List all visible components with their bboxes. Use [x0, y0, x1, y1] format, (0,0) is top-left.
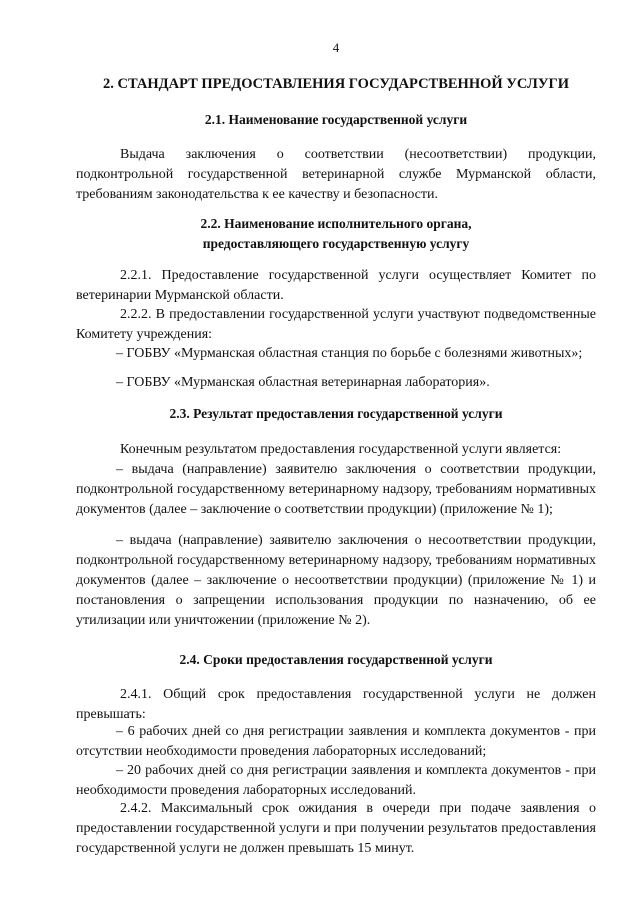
subsection-heading-2-2-line1: 2.2. Наименование исполнительного органа, — [200, 216, 472, 231]
paragraph-2-2-2: 2.2.2. В предоставлении государственной услуги участвуют подведомственные Комитету учреждения: — [76, 307, 596, 342]
list-item-6-days: – 6 рабочих дней со дня регистрации заявления и комплекта документов - при отсутствии необходимости проведения лабораторных исследований; — [76, 724, 596, 759]
paragraph-2-4-1: 2.4.1. Общий срок предоставления государственной услуги не должен превышать: — [76, 687, 596, 722]
section-title: 2. СТАНДАРТ ПРЕДОСТАВЛЕНИЯ ГОСУДАРСТВЕННОЙ УСЛУГИ — [102, 76, 569, 92]
subsection-heading-2-2-line2: предоставляющего государственную услугу — [202, 236, 470, 251]
subsection-heading-2-4: 2.4. Сроки предоставления государственной услуги — [179, 652, 493, 667]
subsection-heading-2-3: 2.3. Результат предоставления государственной услуги — [169, 406, 503, 421]
list-item-nonconformity: – выдача (направление) заявителю заключения о несоответствии продукции, подконтрольной государственному ветеринарному надзору, требованиям нормативных документов (далее – заключение о несоответствии продукции) (приложение № 1) и постановления о запрещении использования продукции по назначению, об ее утилизации или уничтожении (приложение № 2). — [76, 533, 596, 628]
list-item-laboratory: – ГОБВУ «Мурманская областная ветеринарная лаборатория». — [116, 375, 490, 390]
page-number: 4 — [332, 40, 340, 55]
list-item-station: – ГОБВУ «Мурманская областная станция по борьбе с болезнями животных»; — [116, 346, 583, 361]
subsection-heading-2-2 — [76, 214, 596, 254]
paragraph-2-3-intro: Конечным результатом предоставления государственной услуги является: — [120, 442, 562, 457]
paragraph-2-1: Выдача заключения о соответствии (несоответствии) продукции, подконтрольной государственной ветеринарной службе Мурманской области, требованиям законодательства к ее качеству и безопасности. — [76, 147, 596, 202]
list-item-20-days: – 20 рабочих дней со дня регистрации заявления и комплекта документов - при необходимости проведения лабораторных исследований. — [76, 763, 596, 798]
paragraph-2-2-1: 2.2.1. Предоставление государственной услуги осуществляет Комитет по ветеринарии Мурманской области. — [76, 268, 596, 303]
list-item-conformity: – выдача (направление) заявителю заключения о соответствии продукции, подконтрольной государственному ветеринарному надзору, требованиям нормативных документов (далее – заключение о соответствии продукции) (приложение № 1); — [76, 462, 596, 517]
paragraph-2-4-2: 2.4.2. Максимальный срок ожидания в очереди при подаче заявления о предоставлении государственной услуги и при получении результатов предоставления государственной услуги не должен превышать 15 минут. — [76, 801, 596, 856]
subsection-heading-2-1: 2.1. Наименование государственной услуги — [204, 112, 468, 127]
